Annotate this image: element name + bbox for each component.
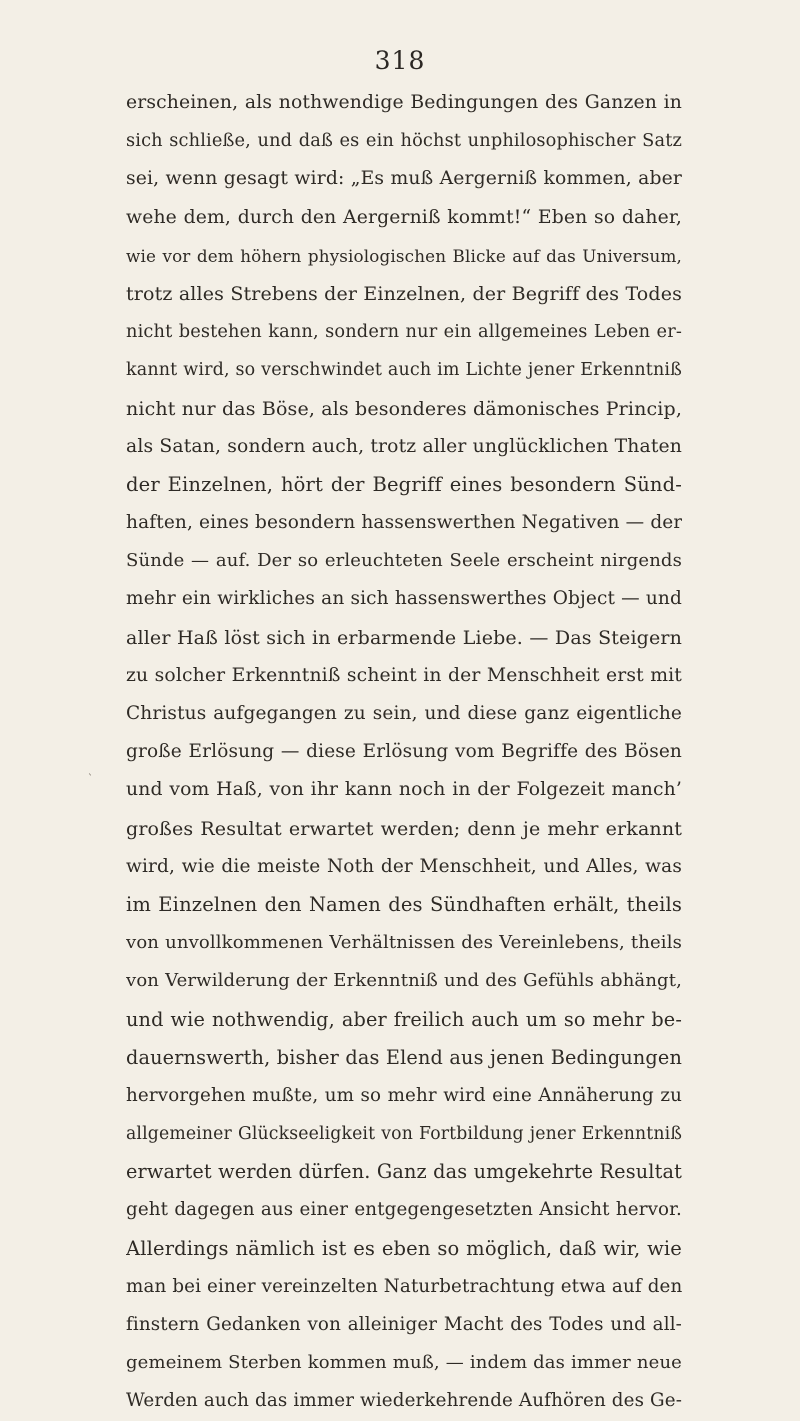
- text-line: erscheinen, als nothwendige Bedingungen des Ganzen in: [126, 92, 682, 113]
- text-line: haften, eines besondern hassenswerthen Negativen — der: [126, 512, 682, 534]
- text-line: und wie nothwendig, aber freilich auch um so mehr be-: [126, 1007, 682, 1031]
- text-line: mehr ein wirkliches an sich hassenswerthes Object — und: [126, 588, 682, 610]
- text-line: allgemeiner Glückseeligkeit von Fortbildung jener Erkenntniß: [126, 1124, 682, 1145]
- text-line: nicht nur das Böse, als besonderes dämonisches Princip,: [126, 397, 682, 420]
- text-line: Christus aufgegangen zu sein, und diese ganz eigentliche: [126, 703, 682, 724]
- text-line: erwartet werden dürfen. Ganz das umgekehrte Resultat: [126, 1160, 682, 1184]
- text-line: finstern Gedanken von alleiniger Macht des Todes und all-: [126, 1314, 682, 1335]
- text-line: trotz alles Strebens der Einzelnen, der Begriff des Todes: [126, 282, 682, 305]
- text-line: wird, wie die meiste Noth der Menschheit, und Alles, was: [126, 855, 682, 877]
- text-line: nicht bestehen kann, sondern nur ein allgemeines Leben er-: [126, 322, 682, 343]
- text-line: wie vor dem höhern physiologischen Blicke auf das Universum,: [126, 245, 682, 266]
- text-line: Sünde — auf. Der so erleuchteten Seele erscheint nirgends: [126, 550, 682, 572]
- text-line: von Verwilderung der Erkenntniß und des Gefühls abhängt,: [126, 970, 682, 992]
- margin-mark: ˋ: [88, 774, 93, 785]
- text-line: aller Haß löst sich in erbarmende Liebe. — Das Steigern: [126, 626, 682, 649]
- text-line: wehe dem, durch den Aergerniß kommt!“ Eben so daher,: [126, 206, 682, 228]
- text-line: großes Resultat erwartet werden; denn je mehr erkannt: [126, 817, 682, 840]
- text-line: gemeinem Sterben kommen muß, — indem das immer neue: [126, 1352, 682, 1374]
- text-line: dauernswerth, bisher das Elend aus jenen Bedingungen: [126, 1045, 682, 1069]
- body-text: [126, 84, 682, 1421]
- text-line: sich schließe, und daß es ein höchst unphilosophischer Satz: [126, 131, 682, 152]
- text-line: hervorgehen mußte, um so mehr wird eine Annäherung zu: [126, 1084, 682, 1106]
- text-line: und vom Haß, von ihr kann noch in der Folgezeit manch’: [126, 779, 682, 801]
- text-line: geht dagegen aus einer entgegengesetzten Ansicht hervor.: [126, 1199, 682, 1221]
- text-line: der Einzelnen, hört der Begriff eines besondern Sünd-: [126, 472, 682, 496]
- text-line: kannt wird, so verschwindet auch im Lichte jener Erkenntniß: [126, 360, 682, 381]
- page-number: 318: [374, 46, 426, 75]
- text-line: als Satan, sondern auch, trotz aller unglücklichen Thaten: [126, 435, 682, 457]
- text-line: sei, wenn gesagt wird: „Es muß Aergerniß kommen, aber: [126, 168, 682, 190]
- text-line: zu solcher Erkenntniß scheint in der Menschheit erst mit: [126, 664, 682, 686]
- text-line: im Einzelnen den Namen des Sündhaften erhält, theils: [126, 892, 682, 916]
- text-line: Allerdings nämlich ist es eben so möglich, daß wir, wie: [126, 1236, 682, 1260]
- text-line: von unvollkommenen Verhältnissen des Vereinlebens, theils: [126, 932, 682, 954]
- text-line: man bei einer vereinzelten Naturbetrachtung etwa auf den: [126, 1275, 682, 1297]
- text-line: große Erlösung — diese Erlösung vom Begriffe des Bösen: [126, 741, 682, 763]
- text-line: Werden auch das immer wiederkehrende Aufhören des Ge-: [126, 1390, 682, 1412]
